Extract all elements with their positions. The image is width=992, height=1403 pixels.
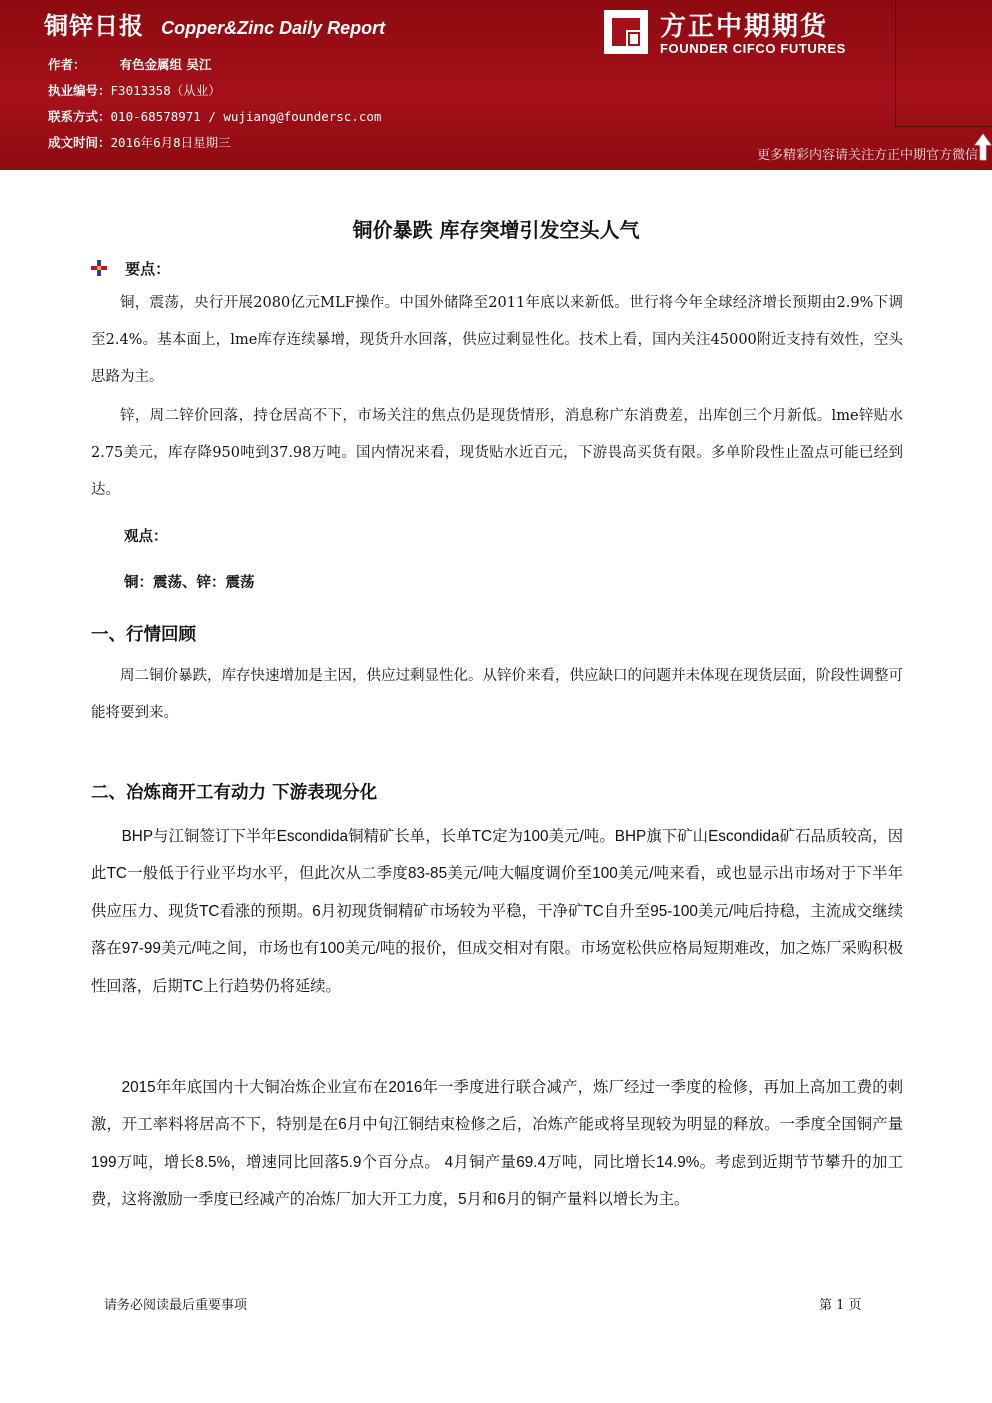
- contact-label: 联系方式：: [48, 109, 111, 124]
- view-label: 观点：: [124, 529, 168, 545]
- footer-notice: 请务必阅读最后重要事项: [104, 1298, 248, 1313]
- copper-key-point: 铜，震荡，央行开展2080亿元MLF操作。中国外储降至2011年底以来新低。世行将今年全球经济增长预期由2.9%下调至2.4%。基本面上，lme库存连续暴增，现货升水回落，供应过剩显性化。技术上看，国内关注45000附近支持有效性，空头思路为主。: [91, 295, 903, 385]
- license-value: F3013358（从业）: [110, 83, 221, 98]
- logo-text-cn: 方正中期期货: [660, 12, 829, 42]
- contact-row: [48, 104, 381, 130]
- logo-text-en: FOUNDER CIFCO FUTURES: [660, 41, 846, 56]
- author-row: [48, 52, 381, 78]
- up-arrow-icon: [974, 133, 992, 161]
- report-header: [0, 0, 992, 170]
- section-smelter-title: 二、冶炼商开工有动力 下游表现分化: [91, 783, 378, 803]
- header-frame-line: [895, 126, 992, 127]
- section-smelter-para-1: BHP与江铜签订下半年Escondida铜精矿长单，长单TC定为100美元/吨。BHP旗下矿山Escondida矿石品质较高，因此TC一般低于行业平均水平，但此次从二季度83-85美元/吨大幅度调价至100美元/吨来看，或也显示出市场对于下半年供应压力、现货TC看涨的预期。6月初现货铜精矿市场较为平稳，干净矿TC自升至95-100美元/吨后持稳，主流成交继续落在97-99美元/吨之间，市场也有100美元/吨的报价，但成交相对有限。市场宽松供应格局短期难改，加之炼厂采购积极性回落，后期TC上行趋势仍将延续。: [91, 828, 903, 995]
- wechat-notice[interactable]: 更多精彩内容请关注方正中期官方微信: [756, 148, 978, 163]
- zinc-key-point: 锌，周二锌价回落，持仓居高不下，市场关注的焦点仍是现货情形，消息称广东消费差，出库创三个月新低。lme锌贴水2.75美元，库存降950吨到37.98万吨。国内情况来看，现货贴水近百元，下游畏高买货有限。多单阶段性止盈点可能已经到达。: [91, 408, 903, 498]
- section-market-review-text: 周二铜价暴跌，库存快速增加是主因，供应过剩显性化。从锌价来看，供应缺口的问题并未体现在现货层面，阶段性调整可能将要到来。: [91, 668, 903, 721]
- date-label: 成文时间：: [48, 135, 111, 150]
- date-row: [48, 130, 381, 156]
- document-title: 铜价暴跌 库存突增引发空头人气: [352, 218, 640, 242]
- view-value: 铜：震荡、锌：震荡: [124, 575, 255, 591]
- key-points-label: 要点：: [125, 260, 171, 278]
- license-label: 执业编号：: [48, 83, 111, 98]
- key-points-heading: [90, 258, 170, 279]
- author-meta: [48, 52, 381, 156]
- founder-logo-icon: [604, 10, 648, 54]
- section-smelter-para-2: 2015年年底国内十大铜冶炼企业宣布在2016年一季度进行联合减产，炼厂经过一季度的检修，再加上高加工费的刺激，开工率料将居高不下，特别是在6月中旬江铜结束检修之后，冶炼产能或将呈现较为明显的释放。一季度全国铜产量199万吨，增长8.5%，增速同比回落5.9个百分点。 4月铜产量69.4万吨，同比增长14.9%。考虑到近期节节攀升的加工费，这将激励一季度已经减产的冶炼厂加大开工力度，5月和6月的铜产量料以增长为主。: [91, 1079, 903, 1209]
- section-market-review-title: 一、行情回顾: [91, 625, 196, 645]
- author-value: 有色金属组 吴江: [119, 57, 212, 72]
- company-logo: [604, 8, 864, 58]
- contact-value[interactable]: 010-68578971 / wujiang@foundersc.com: [110, 109, 382, 124]
- report-title-cn: 铜锌日报: [44, 12, 144, 40]
- report-title-en: Copper&Zinc Daily Report: [161, 18, 386, 38]
- report-title: [44, 6, 385, 41]
- license-row: [48, 78, 381, 104]
- date-value: 2016年6月8日星期三: [110, 135, 231, 150]
- page-number: 第 1 页: [819, 1298, 862, 1313]
- key-points-bullet-icon: [90, 259, 108, 277]
- author-label: 作者：: [48, 57, 86, 72]
- header-frame-line: [895, 0, 896, 126]
